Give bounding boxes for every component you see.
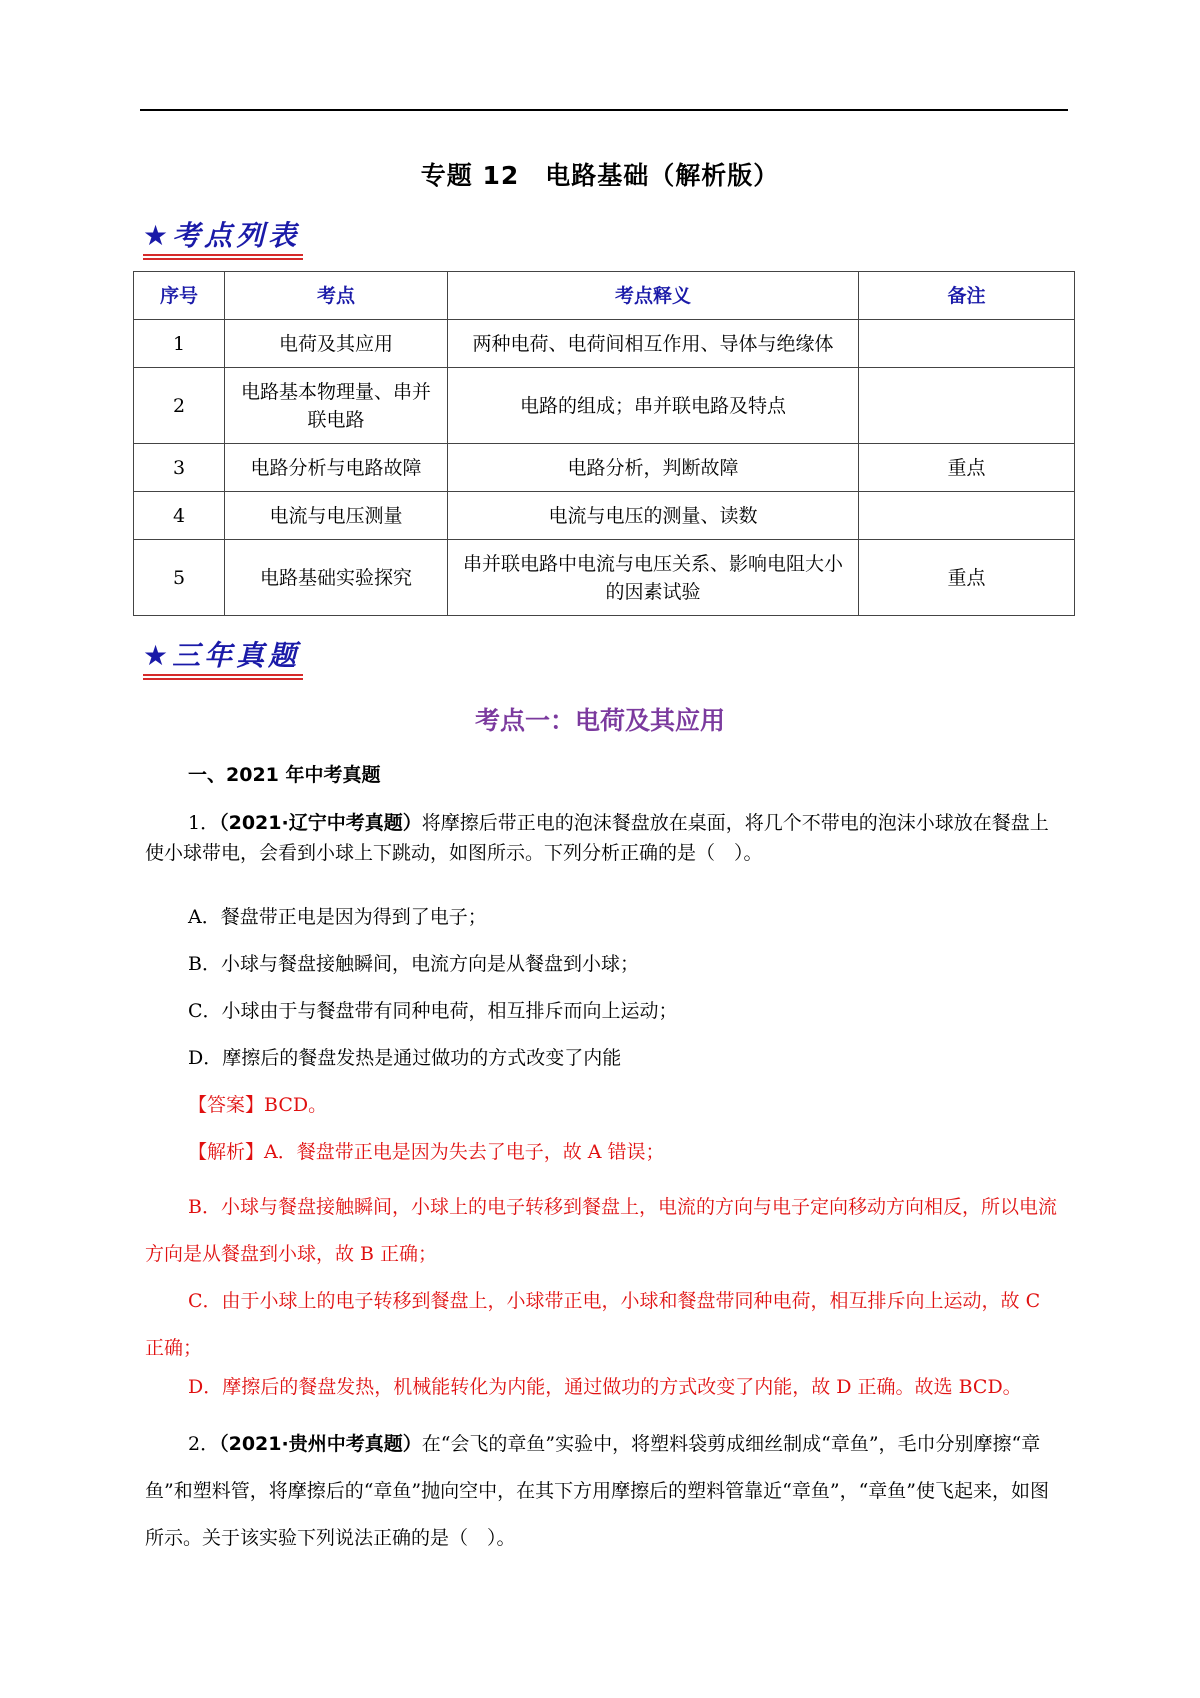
table-header-row (134, 272, 1075, 320)
heading-underline (143, 254, 303, 256)
option-d: D．摩擦后的餐盘发热是通过做功的方式改变了内能 (188, 1047, 622, 1069)
cell-topic: 电路基本物理量、串并联电路 (225, 368, 448, 444)
col-header-explanation: 考点释义 (448, 272, 859, 320)
cell-explanation: 串并联电路中电流与电压关系、影响电阻大小的因素试验 (448, 540, 859, 616)
table-row (134, 492, 1075, 540)
cell-topic: 电路基础实验探究 (225, 540, 448, 616)
cell-remark (859, 492, 1075, 540)
question-2-stem (145, 1421, 1065, 1562)
option-a: A．餐盘带正电是因为得到了电子； (188, 906, 487, 928)
document-title: 专题 12 电路基础（解析版） (420, 161, 780, 190)
question-source: （2021·辽宁中考真题） (219, 812, 422, 834)
option-c: C．小球由于与餐盘带有同种电荷，相互排斥而向上运动； (188, 1000, 678, 1022)
kaodian-table (133, 271, 1075, 616)
cell-remark (859, 368, 1075, 444)
col-header-remark: 备注 (859, 272, 1075, 320)
header-rule (140, 109, 1068, 111)
analysis-a: 【解析】A．餐盘带正电是因为失去了电子，故 A 错误； (188, 1141, 665, 1163)
cell-seq: 4 (134, 492, 225, 540)
heading-zhenti-text: ★三年真题 (143, 639, 301, 672)
question-number: 2． (188, 1433, 220, 1455)
cell-remark (859, 320, 1075, 368)
heading-kaodian-liebiao (143, 214, 300, 264)
col-header-topic: 考点 (225, 272, 448, 320)
section-title: 考点一：电荷及其应用 (474, 706, 725, 735)
heading-underline (143, 258, 303, 260)
heading-underline (143, 678, 303, 680)
subsection-heading: 一、2021 年中考真题 (188, 764, 381, 786)
question-text: 将摩擦后带正电的泡沫餐盘放在桌面，将几个不带电的泡沫小球放在餐盘上使小球带电，会看到小球上下跳动，如图所示。下列分析正确的是（ ）。 (145, 812, 1049, 864)
heading-sannian-zhenti (143, 634, 300, 684)
cell-explanation: 两种电荷、电荷间相互作用、导体与绝缘体 (448, 320, 859, 368)
cell-seq: 2 (134, 368, 225, 444)
analysis-d: D．摩擦后的餐盘发热，机械能转化为内能，通过做功的方式改变了内能，故 D 正确。故选 BCD。 (188, 1376, 1022, 1398)
cell-topic: 电流与电压测量 (225, 492, 448, 540)
analysis-c: C．由于小球上的电子转移到餐盘上，小球带正电，小球和餐盘带同种电荷，相互排斥向上运动，故 C 正确； (145, 1290, 1041, 1359)
heading-underline (143, 674, 303, 676)
answer-line: 【答案】BCD。 (188, 1094, 328, 1116)
question-source: （2021·贵州中考真题） (219, 1433, 422, 1455)
cell-explanation: 电路的组成；串并联电路及特点 (448, 368, 859, 444)
cell-seq: 3 (134, 444, 225, 492)
cell-topic: 电路分析与电路故障 (225, 444, 448, 492)
cell-remark: 重点 (859, 540, 1075, 616)
question-text: 在“会飞的章鱼”实验中，将塑料袋剪成细丝制成“章鱼”，毛巾分别摩擦“章鱼”和塑料管，将摩擦后的“章鱼”抛向空中，在其下方用摩擦后的塑料管靠近“章鱼”，“章鱼”使飞起来，如图所示。关于该实验下列说法正确的是（ ）。 (145, 1433, 1049, 1549)
analysis-b: B．小球与餐盘接触瞬间，小球上的电子转移到餐盘上，电流的方向与电子定向移动方向相反，所以电流方向是从餐盘到小球，故 B 正确； (145, 1196, 1057, 1265)
cell-seq: 1 (134, 320, 225, 368)
table-row (134, 368, 1075, 444)
table-row (134, 540, 1075, 616)
cell-explanation: 电路分析，判断故障 (448, 444, 859, 492)
option-b: B．小球与餐盘接触瞬间，电流方向是从餐盘到小球； (188, 953, 639, 975)
col-header-seq: 序号 (134, 272, 225, 320)
table-row (134, 444, 1075, 492)
cell-remark: 重点 (859, 444, 1075, 492)
cell-seq: 5 (134, 540, 225, 616)
heading-kaodian-text: ★考点列表 (143, 219, 301, 252)
question-number: 1． (188, 812, 220, 834)
table-row (134, 320, 1075, 368)
question-1-stem (145, 808, 1065, 868)
cell-topic: 电荷及其应用 (225, 320, 448, 368)
cell-explanation: 电流与电压的测量、读数 (448, 492, 859, 540)
